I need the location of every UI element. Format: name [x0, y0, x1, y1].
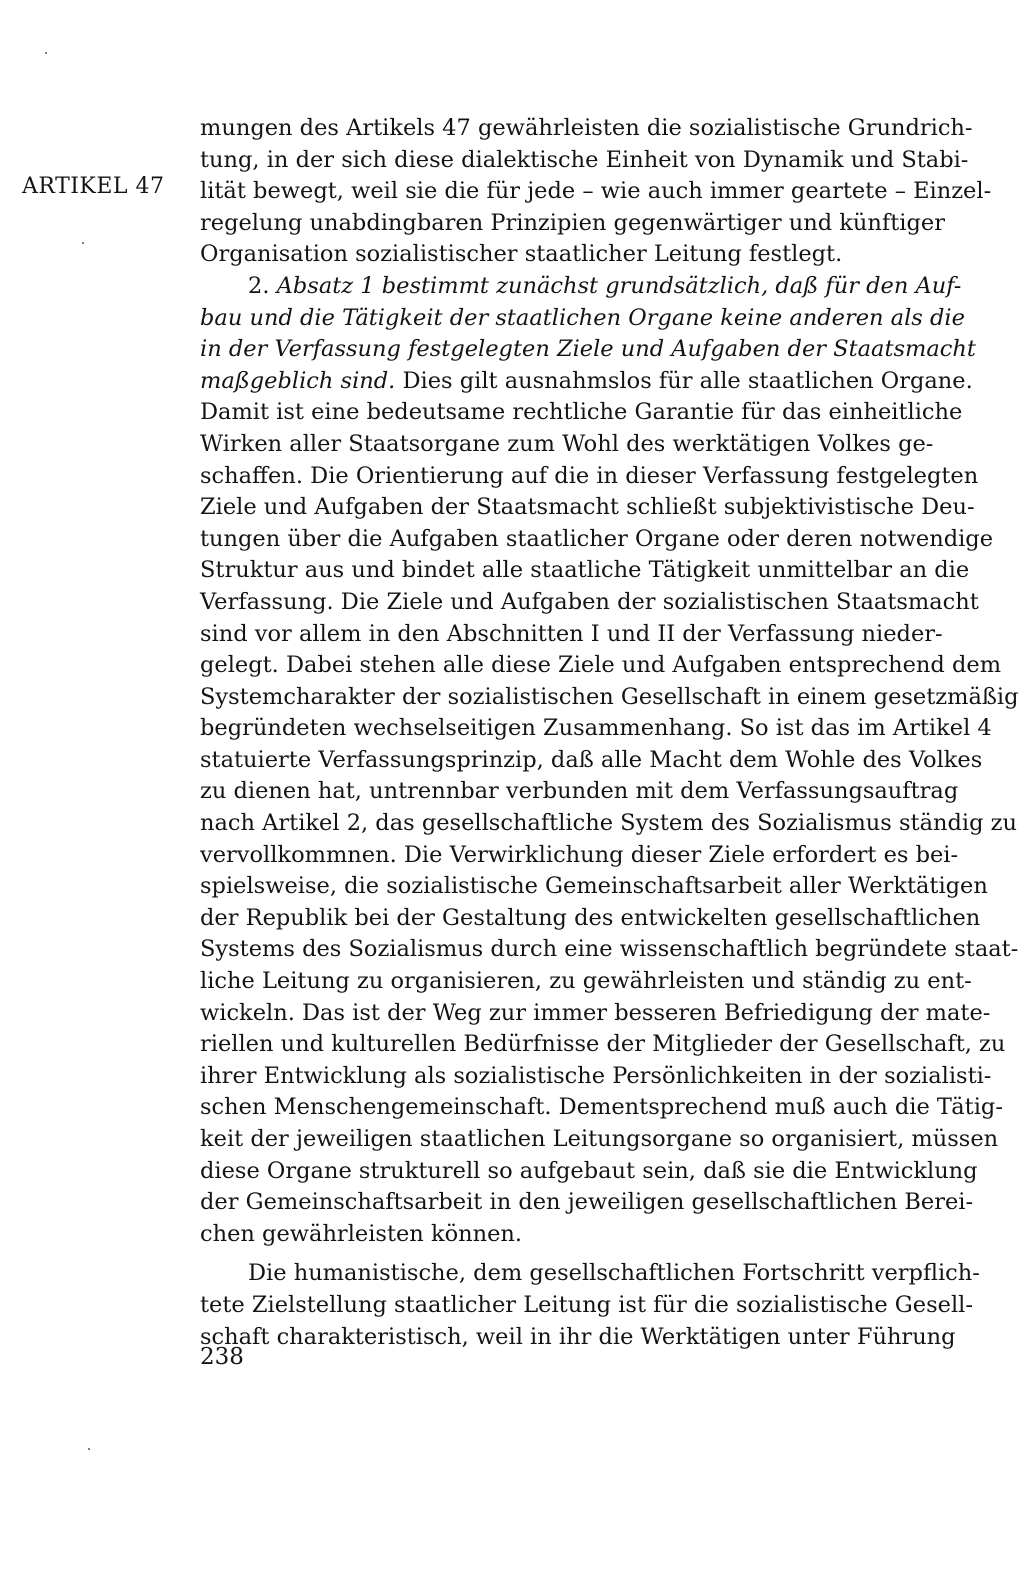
text-line [200, 492, 975, 524]
emphasis-text: bau und die Tätigkeit der staatlichen Organe keine anderen als die [200, 304, 965, 331]
text-line [200, 239, 933, 271]
text-line [200, 1029, 1006, 1061]
text-line [200, 271, 962, 303]
text-line [200, 334, 976, 366]
text-line [200, 208, 945, 240]
line-text: Systems des Sozialismus durch eine wissenschaftlich begründete staat- [200, 936, 1019, 963]
text-line [200, 682, 1019, 714]
line-text: Wirken aller Staatsorgane zum Wohl des werktätigen Volkes ge- [200, 430, 934, 457]
text-line [200, 1156, 978, 1188]
line-text: Dies gilt ausnahmslos für alle staatlichen Organe. [395, 367, 973, 394]
line-text: Die humanistische, dem gesellschaftlichen Fortschritt verpflich- [248, 1260, 980, 1287]
text-line [200, 619, 943, 651]
text-line [200, 808, 1017, 840]
line-text: schaffen. Die Orientierung auf die in dieser Verfassung festgelegten [200, 462, 979, 489]
line-text: sind vor allem in den Abschnitten I und II der Verfassung nieder- [200, 620, 943, 647]
text-line [200, 1061, 992, 1093]
text-line [200, 871, 988, 903]
text-line [200, 1219, 933, 1251]
text-line [200, 776, 959, 808]
line-text: mungen des Artikels 47 gewährleisten die sozialistische Grundrich- [200, 115, 973, 141]
line-text: riellen und kulturellen Bedürfnisse der Mitglieder der Gesellschaft, zu [200, 1031, 1006, 1058]
text-line [200, 1124, 999, 1156]
text-line [200, 1187, 974, 1219]
text-line [200, 934, 1019, 966]
text-line [200, 1258, 980, 1290]
line-text: regelung unabdingbaren Prinzipien gegenwärtiger und künftiger [200, 209, 945, 236]
body-text [200, 113, 1019, 1353]
line-text: schaft charakteristisch, weil in ihr die Werktätigen unter Führung [200, 1323, 956, 1350]
text-line [200, 145, 969, 177]
text-line [200, 429, 933, 461]
line-text: wickeln. Das ist der Weg zur immer besseren Befriedigung der mate- [200, 999, 991, 1026]
line-text: begründeten wechselseitigen Zusammenhang. So ist das im Artikel 4 [200, 715, 992, 742]
text-line [200, 650, 1002, 682]
line-text: chen gewährleisten können. [200, 1220, 523, 1247]
print-speck [82, 242, 84, 244]
line-text: der Gemeinschaftsarbeit in den jeweiligen gesellschaftlichen Berei- [200, 1189, 974, 1216]
text-line [200, 587, 979, 619]
text-line [200, 903, 981, 935]
line-text: Verfassung. Die Ziele und Aufgaben der sozialistischen Staatsmacht [200, 588, 979, 615]
print-speck [88, 1448, 90, 1450]
text-line [200, 366, 973, 398]
line-text: der Republik bei der Gestaltung des entwickelten gesellschaftlichen [200, 904, 981, 931]
margin-article-label: ARTIKEL 47 [22, 174, 165, 199]
emphasis-text: Absatz 1 bestimmt zunächst grundsätzlich, daß für den Auf- [276, 272, 962, 299]
line-text: vervollkommnen. Die Verwirklichung dieser Ziele erfordert es bei- [200, 841, 959, 868]
emphasis-text: in der Verfassung festgelegten Ziele und Aufgaben der Staatsmacht [200, 336, 976, 363]
text-line [200, 998, 991, 1030]
text-line [200, 840, 959, 872]
print-speck [45, 52, 47, 54]
line-text: lität bewegt, weil sie die für jede – wie auch immer geartete – Einzel- [200, 178, 992, 205]
line-text: diese Organe strukturell so aufgebaut sein, daß sie die Entwicklung [200, 1157, 978, 1184]
line-text: gelegt. Dabei stehen alle diese Ziele und Aufgaben entsprechend dem [200, 652, 1002, 679]
line-text: nach Artikel 2, das gesellschaftliche System des Sozialismus ständig zu [200, 810, 1017, 837]
text-line [200, 461, 979, 493]
line-text: tungen über die Aufgaben staatlicher Organe oder deren notwendige [200, 525, 994, 552]
text-line [200, 713, 992, 745]
line-text: ihrer Entwicklung als sozialistische Persönlichkeiten in der sozialisti- [200, 1062, 992, 1089]
line-text: keit der jeweiligen staatlichen Leitungsorgane so organisiert, müssen [200, 1126, 999, 1152]
text-line [200, 1322, 956, 1354]
text-line [200, 176, 992, 208]
line-text: Organisation sozialistischer staatlicher Leitung festlegt. [200, 241, 843, 268]
text-line [200, 555, 970, 587]
text-line [200, 745, 983, 777]
text-line [200, 1092, 1003, 1124]
emphasis-text: maßgeblich sind. [200, 367, 396, 394]
line-text: tung, in der sich diese dialektische Einheit von Dynamik und Stabi- [200, 146, 969, 173]
text-line [200, 113, 973, 145]
text-line [200, 524, 994, 556]
line-text: tete Zielstellung staatlicher Leitung ist für die sozialistische Gesell- [200, 1291, 973, 1318]
line-text: Systemcharakter der sozialistischen Gesellschaft in einem gesetzmäßig [200, 683, 1019, 710]
text-line [200, 966, 972, 998]
line-text: statuierte Verfassungsprinzip, daß alle Macht dem Wohle des Volkes [200, 746, 983, 773]
line-text: Ziele und Aufgaben der Staatsmacht schließt subjektivistische Deu- [200, 494, 975, 521]
page-number: 238 [200, 1344, 244, 1370]
text-line [200, 303, 965, 335]
line-text: Damit ist eine bedeutsame rechtliche Garantie für das einheitliche [200, 399, 963, 426]
text-line [200, 1290, 973, 1322]
line-text: spielsweise, die sozialistische Gemeinschaftsarbeit aller Werktätigen [200, 873, 988, 900]
text-line [200, 397, 963, 429]
line-text: 2. [248, 272, 277, 299]
line-text: schen Menschengemeinschaft. Dementsprechend muß auch die Tätig- [200, 1094, 1003, 1121]
line-text: Struktur aus und bindet alle staatliche Tätigkeit unmittelbar an die [200, 557, 970, 584]
line-text: zu dienen hat, untrennbar verbunden mit dem Verfassungsauftrag [200, 778, 959, 805]
line-text: liche Leitung zu organisieren, zu gewährleisten und ständig zu ent- [200, 968, 972, 995]
